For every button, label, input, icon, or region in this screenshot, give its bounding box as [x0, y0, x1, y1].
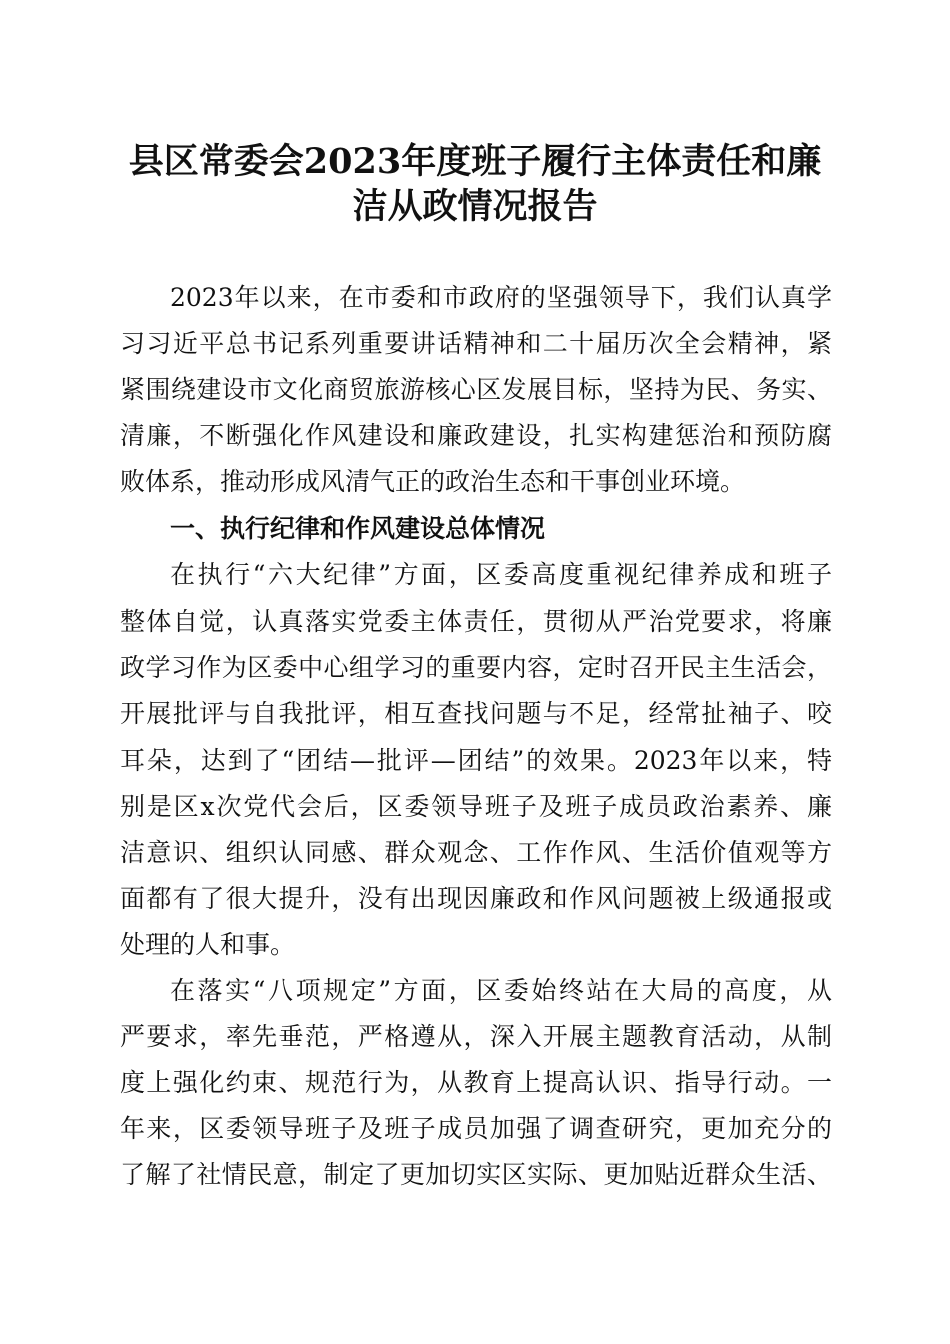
- paragraph-1-line: 2023年以来，在市委和市政府的坚强领导下，我们认真学: [170, 283, 832, 312]
- paragraph-2-line: 处理的人和事。: [120, 930, 296, 959]
- paragraph-2-line: 开展批评与自我批评，相互查找问题与不足，经常扯袖子、咬: [120, 699, 832, 728]
- paragraph-1-line: 习习近平总书记系列重要讲话精神和二十届历次全会精神，紧: [120, 329, 832, 358]
- paragraph-2-line: 耳朵，达到了“团结—批评—团结”的效果。2023年以来，特: [120, 746, 832, 775]
- paragraph-1-line: 紧围绕建设市文化商贸旅游核心区发展目标，坚持为民、务实、: [120, 375, 832, 404]
- paragraph-3-line: 年来，区委领导班子及班子成员加强了调查研究，更加充分的: [120, 1114, 832, 1143]
- paragraph-2-line: 在执行“六大纪律”方面，区委高度重视纪律养成和班子: [170, 560, 832, 589]
- paragraph-1-line: 清廉，不断强化作风建设和廉政建设，扎实构建惩治和预防腐: [120, 421, 832, 450]
- paragraph-2-line: 政学习作为区委中心组学习的重要内容，定时召开民主生活会，: [120, 653, 832, 682]
- paragraph-2-line: 别是区x次党代会后，区委领导班子及班子成员政治素养、廉: [120, 792, 832, 821]
- paragraph-3-line: 了解了社情民意，制定了更加切实区实际、更加贴近群众生活、: [120, 1160, 832, 1189]
- document-title-line-1: 县区常委会2023年度班子履行主体责任和廉: [128, 141, 822, 182]
- section-heading: 一、执行纪律和作风建设总体情况: [170, 514, 546, 543]
- paragraph-2-line: 整体自觉，认真落实党委主体责任，贯彻从严治党要求，将廉: [120, 607, 832, 636]
- document-title-line-2: 洁从政情况报告: [352, 186, 598, 227]
- paragraph-2-line: 面都有了很大提升，没有出现因廉政和作风问题被上级通报或: [120, 884, 832, 913]
- paragraph-3-line: 在落实“八项规定”方面，区委始终站在大局的高度，从: [170, 976, 832, 1005]
- paragraph-3-line: 严要求，率先垂范，严格遵从，深入开展主题教育活动，从制: [120, 1022, 832, 1051]
- paragraph-2-line: 洁意识、组织认同感、群众观念、工作作风、生活价值观等方: [120, 838, 832, 867]
- paragraph-1-line: 败体系，推动形成风清气正的政治生态和干事创业环境。: [120, 467, 746, 496]
- paragraph-3-line: 度上强化约束、规范行为，从教育上提高认识、指导行动。一: [120, 1068, 832, 1097]
